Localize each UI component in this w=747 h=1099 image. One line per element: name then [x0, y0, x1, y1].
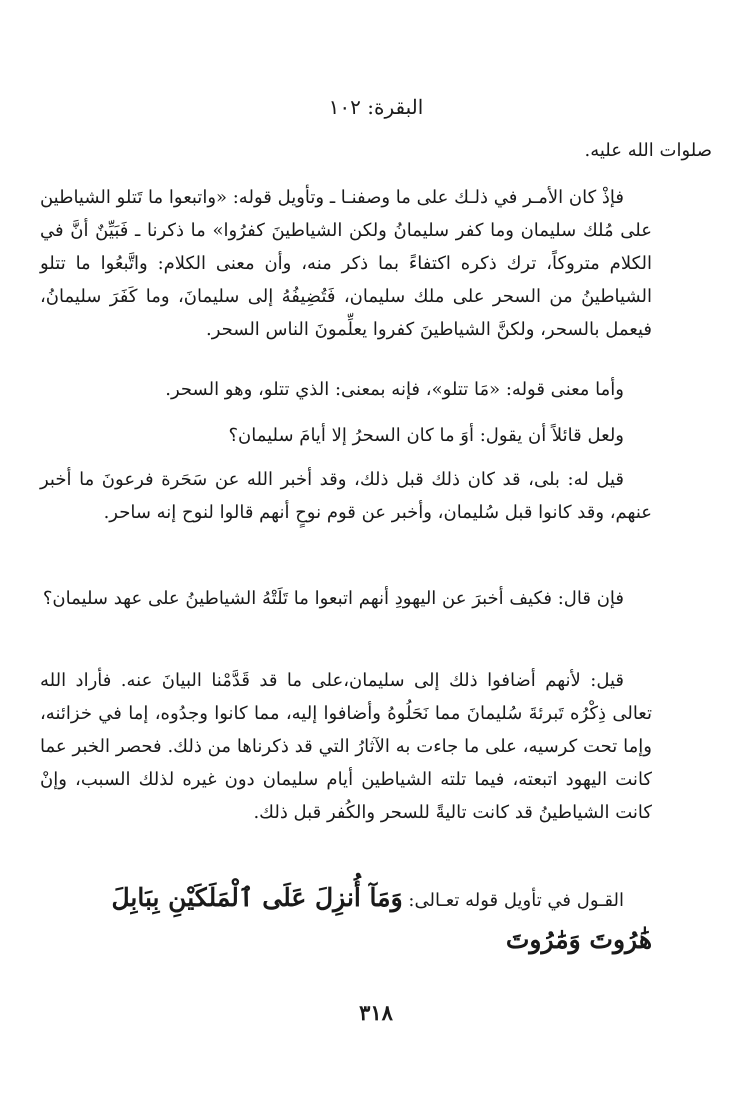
paragraph-5: قيل له: بلى، قد كان ذلك قبل ذلك، وقد أخبر الله عن سَحَرة فرعونَ ما أخبر عنهم، وقد كانوا قبل سُليمان، وأخبر عن قوم نوحٍ أنهم قالوا لنوح إنه ساحر. — [40, 469, 652, 523]
page-header: البقرة: ١٠٢ — [328, 95, 424, 119]
page-number: ٣١٨ — [359, 1000, 393, 1025]
paragraph-4: ولعل قائلاً أن يقول: أوَ ما كان السحرُ إلا أيامَ سليمان؟ — [228, 425, 624, 446]
paragraph-3: وأما معنى قوله: «مَا تتلو»، فإنه بمعنى: الذي تتلو، وهو السحر. — [165, 379, 624, 400]
quran-verse-part-1: وَمَآ أُنزِلَ عَلَى ٱلْمَلَكَيْنِ بِبَابِلَ — [111, 883, 403, 912]
paragraph-6: فإن قال: فكيف أخبرَ عن اليهودِ أنهم اتبعوا ما تَلَتْهُ الشياطينُ على عهد سليمان؟ — [42, 588, 624, 609]
verse-heading — [40, 880, 652, 919]
quran-verse-part-2: هَٰرُوتَ وَمَٰرُوتَ — [505, 925, 652, 954]
verse-heading-intro: القـول في تأويل قوله تعـالى: — [408, 890, 624, 911]
paragraph-2: فإذْ كان الأمـر في ذلـك على ما وصفنـا ـ وتأويل قوله: «واتبعوا ما تَتلو الشياطين على مُلك سليمان وما كفر سليمانُ ولكن الشياطينَ كفرُوا» ما ذكرنا ـ فَبَيِّنٌ أنَّ في الكلام متروكاً، ترك ذكره اكتفاءً بما ذكر منه، وأن معنى الكلام: واتَّبعُوا ما تتلو الشياطينُ من السحر على ملك سليمان، فَتُضِيفُهُ إلى سليمانَ، وما كَفَرَ سليمانُ، فيعمل بالسحر، ولكنَّ الشياطينَ كفروا يعلِّمونَ الناس السحر. — [39, 187, 652, 340]
paragraph-1: صلوات الله عليه. — [584, 140, 712, 161]
book-page — [40, 0, 712, 1099]
verse-heading-continued — [40, 922, 652, 961]
paragraph-7: قيل: لأنهم أضافوا ذلك إلى سليمان،على ما قد قَدَّمْنا البيانَ عنه. فأراد الله تعالى ذِكْرُه تَبرئةَ سُليمانَ مما نَحَلُوهُ وأضافوا إليه، مما كانوا وجدُوه، إما في خزائنه، وإما تحت كرسيه، على ما جاءت به الآثارُ التي قد ذكرناها من ذلك. فحصر الخبر عما كانت اليهود اتبعته، فيما تلته الشياطين أيام سليمان دون غيره لذلك السبب، وإنْ كانت الشياطينُ قد كانت تاليةً للسحر والكُفر قبل ذلك. — [40, 670, 652, 823]
